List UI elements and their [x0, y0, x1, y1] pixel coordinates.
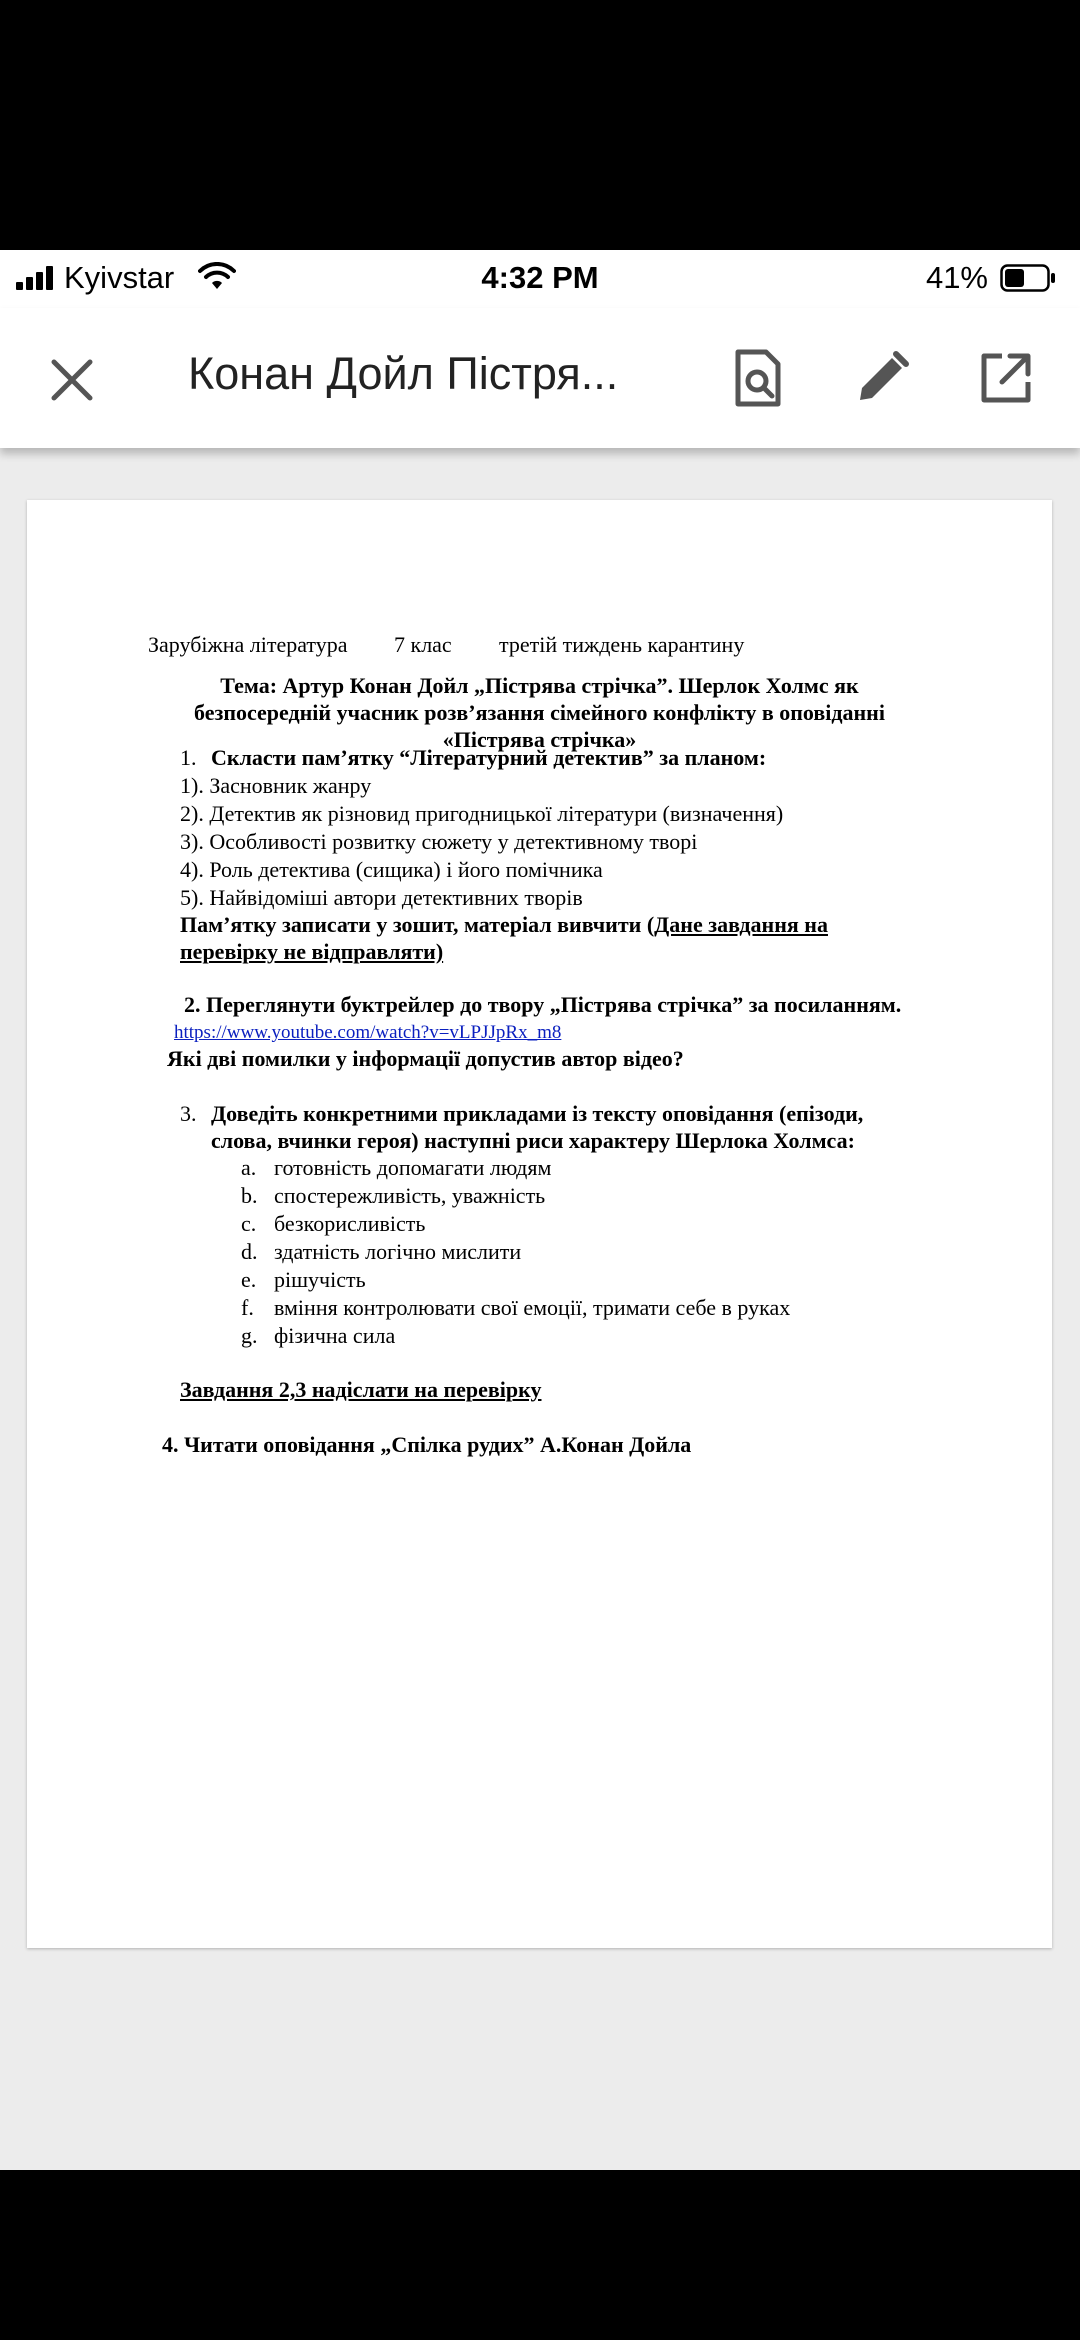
task1-number: 1. [180, 745, 197, 770]
topic-line-3: «Пістрява стрічка» [442, 727, 637, 752]
task2-question: Які дві помилки у інформації допустив автор відео? [167, 1046, 684, 1071]
task3-item: рішучість [274, 1267, 366, 1292]
task1-note [180, 911, 828, 939]
find-in-document-icon[interactable] [728, 348, 788, 408]
header-week: третій тиждень карантину [499, 632, 745, 657]
task1-note-underlined: Дане завдання на [654, 912, 828, 937]
task3-item: спостережливість, уважність [274, 1183, 546, 1208]
top-bezel [0, 0, 1080, 250]
submit-note: Завдання 2,3 надіслати на перевірку [180, 1377, 542, 1402]
bottom-bezel [0, 2170, 1080, 2340]
task3-item-letter: d. [241, 1239, 258, 1264]
task3-item: вміння контролювати свої емоції, тримати себе в руках [274, 1295, 791, 1320]
topic-line-1: Тема: Артур Конан Дойл „Пістрява стрічка”. Шерлок Холмс як [220, 673, 859, 698]
task1-note-text: Пам’ятку записати у зошит, матеріал вивчити ( [180, 912, 655, 937]
edit-pencil-icon[interactable] [852, 348, 912, 408]
header-subject: Зарубіжна література [148, 632, 348, 657]
task3-item-letter: a. [241, 1155, 257, 1180]
close-icon[interactable] [44, 352, 100, 408]
task3-item-letter: f. [241, 1295, 254, 1320]
task1-note-continued: перевірку не відправляти) [180, 939, 444, 964]
task3-item-letter: b. [241, 1183, 258, 1208]
battery-icon [1000, 264, 1056, 292]
task2-title: 2. Переглянути буктрейлер до твору „Пістрява стрічка” за посиланням. [184, 992, 902, 1017]
task1-item: 5). Найвідоміші автори детективних творів [180, 885, 583, 910]
task3-item: здатність логічно мислити [274, 1239, 522, 1264]
task3-item: безкорисливість [274, 1211, 426, 1236]
task4: 4. Читати оповідання „Спілка рудих” А.Конан Дойла [162, 1432, 692, 1457]
task3-number: 3. [180, 1101, 197, 1126]
task3-item-letter: c. [241, 1211, 257, 1236]
header-grade: 7 клас [394, 632, 452, 657]
carrier-name: Kyivstar [64, 260, 175, 295]
task1-item: 3). Особливості розвитку сюжету у детективному творі [180, 829, 698, 854]
task3-title-line-2: слова, вчинки героя) наступні риси характеру Шерлока Холмса: [211, 1128, 855, 1153]
open-external-icon[interactable] [976, 348, 1036, 408]
task3-item-letter: e. [241, 1267, 257, 1292]
task3-title-line-1: Доведіть конкретними прикладами із тексту оповідання (епізоди, [211, 1101, 864, 1126]
youtube-link[interactable]: https://www.youtube.com/watch?v=vLPJJpRx_m8 [174, 1022, 562, 1043]
task3-item-letter: g. [241, 1323, 258, 1348]
task1-item: 1). Засновник жанру [180, 773, 372, 798]
clock: 4:32 PM [481, 260, 599, 295]
task1-title: Скласти пам’ятку “Літературний детектив” за планом: [211, 745, 767, 770]
task1-item: 2). Детектив як різновид пригодницької літератури (визначення) [180, 801, 784, 826]
task3-item: фізична сила [274, 1323, 396, 1348]
task3-item: готовність допомагати людям [274, 1155, 552, 1180]
status-bar [0, 250, 1080, 308]
document-title: Конан Дойл Пістря... [188, 348, 619, 399]
screen [0, 250, 1080, 2170]
task1-item: 4). Роль детектива (сищика) і його помічника [180, 857, 603, 882]
document-page [27, 500, 1052, 1948]
topic-line-2: безпосередній учасник розв’язання сімейного конфлікту в оповіданні [194, 700, 885, 725]
app-toolbar [0, 308, 1080, 448]
battery-percentage: 41% [925, 260, 988, 295]
